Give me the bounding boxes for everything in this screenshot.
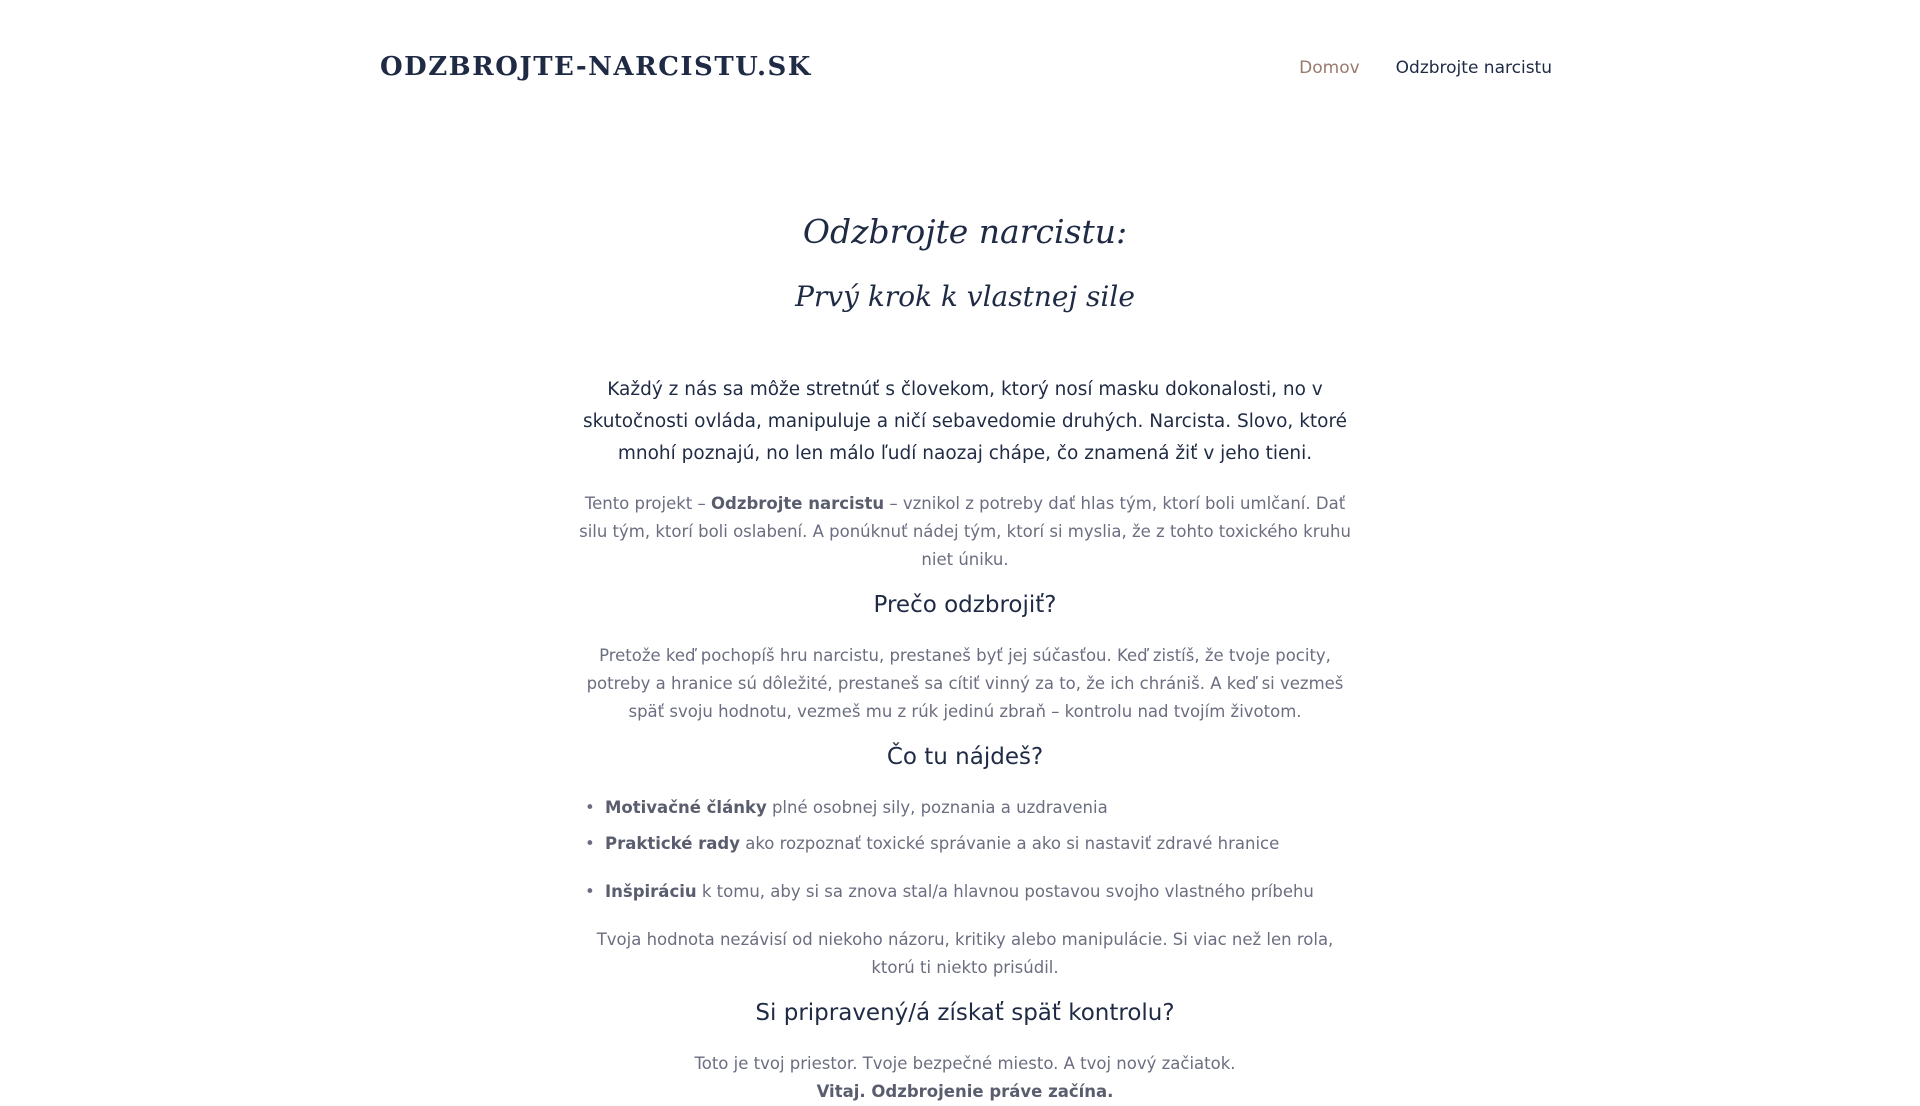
- intro-lead: Každý z nás sa môže stretnúť s človekom, ktorý nosí masku dokonalosti, no v skutočnosti ovláda, manipuluje a ničí sebavedomie druhých. Narcista. Slovo, ktoré mnohí poznajú, no len málo ľudí naozaj chápe, čo znamená žiť v jeho tieni.: [582, 379, 1348, 464]
- value-paragraph: Tvoja hodnota nezávisí od niekoho názoru, kritiky alebo manipulácie. Si viac než len rola, ktorú ti niekto prisúdil.: [596, 930, 1334, 977]
- main-nav: [1299, 58, 1552, 78]
- feature-bold: Inšpiráciu: [605, 882, 697, 901]
- why-heading: Prečo odzbrojiť?: [873, 592, 1057, 618]
- closing-paragraph: [575, 1050, 1355, 1106]
- project-prefix: Tento projekt –: [584, 494, 712, 513]
- project-name: Odzbrojte narcistu: [711, 494, 885, 513]
- feature-text: plné osobnej sily, poznania a uzdravenia: [766, 798, 1108, 817]
- hero-subtitle: Prvý krok k vlastnej sile: [795, 280, 1135, 313]
- feature-bold: Praktické rady: [605, 834, 740, 853]
- nav-link-odzbrojte-narcistu[interactable]: Odzbrojte narcistu: [1395, 58, 1552, 78]
- feature-text: k tomu, aby si sa znova stal/a hlavnou postavou svojho vlastného príbehu: [696, 882, 1314, 901]
- site-header: [0, 0, 1920, 140]
- project-suffix: – vznikol z potreby dať hlas tým, ktorí boli umlčaní. Dať silu tým, ktorí boli oslabení. A ponúknuť nádej tým, ktorí si myslia, že z tohto toxického kruhu niet úniku.: [579, 494, 1351, 569]
- ready-heading: Si pripravený/á získať späť kontrolu?: [755, 1000, 1175, 1026]
- feature-text: ako rozpoznať toxické správanie a ako si nastaviť zdravé hranice: [739, 834, 1280, 853]
- closing-line: Toto je tvoj priestor. Tvoje bezpečné miesto. A tvoj nový začiatok.: [694, 1054, 1236, 1073]
- project-paragraph: [575, 490, 1355, 574]
- site-title-link[interactable]: ODZBROJTE-NARCISTU.SK: [380, 52, 812, 82]
- list-item: [575, 830, 1355, 858]
- why-paragraph: Pretože keď pochopíš hru narcistu, prestaneš byť jej súčasťou. Keď zistíš, že tvoje pocity, potreby a hranice sú dôležité, prestaneš sa cítiť vinný za to, že ich chrániš. A keď si vezmeš späť svoju hodnotu, vezmeš mu z rúk jedinú zbraň – kontrolu nad tvojím životom.: [586, 646, 1344, 721]
- closing-strong: Vitaj. Odzbrojenie práve začína.: [816, 1082, 1114, 1101]
- feature-list: [575, 794, 1355, 906]
- feature-bold: Motivačné články: [605, 798, 767, 817]
- list-item: [575, 878, 1355, 906]
- hero-title: Odzbrojte narcistu:: [802, 212, 1128, 251]
- list-item: [575, 794, 1355, 822]
- find-heading: Čo tu nájdeš?: [886, 744, 1044, 770]
- main-content: [575, 210, 1355, 1106]
- nav-link-domov[interactable]: Domov: [1299, 58, 1360, 78]
